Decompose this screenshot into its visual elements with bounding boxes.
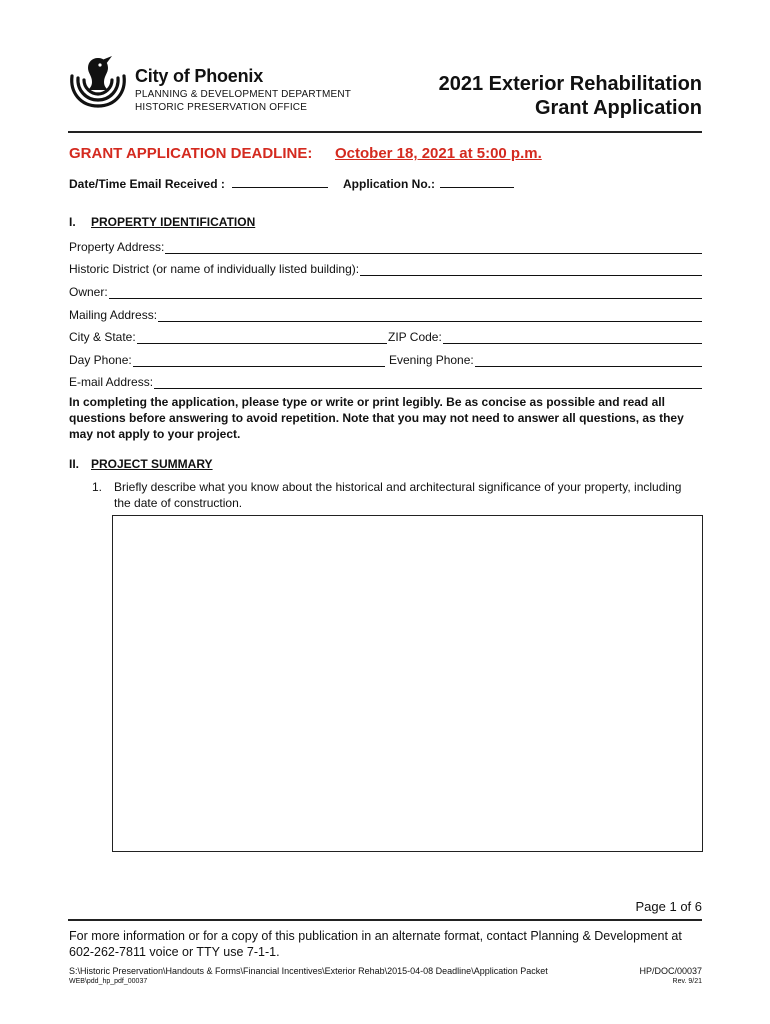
header-divider bbox=[68, 131, 702, 133]
mailing-address-field[interactable] bbox=[69, 306, 702, 322]
footer-doc-id: HP/DOC/00037 bbox=[639, 966, 702, 976]
evening-phone-field[interactable] bbox=[389, 351, 702, 367]
email-address-label: E-mail Address: bbox=[69, 375, 154, 389]
section-1-heading bbox=[69, 215, 255, 229]
email-address-field[interactable] bbox=[69, 373, 702, 389]
email-received-blank[interactable] bbox=[232, 176, 328, 188]
application-no-blank[interactable] bbox=[440, 176, 514, 188]
zip-code-line[interactable] bbox=[443, 332, 702, 344]
evening-phone-label: Evening Phone: bbox=[389, 353, 474, 367]
question-1-number: 1. bbox=[92, 480, 103, 494]
document-title bbox=[439, 72, 702, 120]
footer-divider bbox=[68, 919, 702, 921]
org-name: City of Phoenix bbox=[135, 66, 264, 86]
owner-line[interactable] bbox=[109, 287, 702, 299]
section-2-heading bbox=[69, 457, 213, 471]
deadline-value: October 18, 2021 at 5:00 p.m. bbox=[335, 145, 542, 162]
question-1-text: Briefly describe what you know about the historical and architectural significance of your property, including the date of construction. bbox=[114, 480, 682, 510]
historic-district-field[interactable] bbox=[69, 260, 702, 276]
section-1-number: I. bbox=[69, 215, 76, 229]
property-address-field[interactable] bbox=[69, 238, 702, 254]
footer-revision: Rev. 9/21 bbox=[672, 978, 702, 985]
day-phone-field[interactable] bbox=[69, 351, 385, 367]
section-1-title: PROPERTY IDENTIFICATION bbox=[91, 215, 256, 229]
historic-district-label: Historic District (or name of individually listed building): bbox=[69, 262, 360, 276]
instructions-text: In completing the application, please type or write or print legibly. Be as concise as possible and read all questions before answering to avoid repetition. Note that you may not need to answer all questions, as they may not apply to your project. bbox=[69, 395, 684, 441]
mailing-address-label: Mailing Address: bbox=[69, 308, 158, 322]
email-address-line[interactable] bbox=[154, 377, 702, 389]
evening-phone-line[interactable] bbox=[475, 355, 702, 367]
owner-field[interactable] bbox=[69, 283, 702, 299]
phoenix-logo-icon bbox=[66, 48, 130, 112]
application-no-field[interactable] bbox=[343, 176, 514, 191]
application-no-label: Application No.: bbox=[343, 177, 435, 191]
title-line-2: Grant Application bbox=[534, 97, 702, 119]
section-2-title: PROJECT SUMMARY bbox=[91, 457, 213, 471]
question-1-answer-box[interactable] bbox=[112, 515, 703, 852]
deadline-label: GRANT APPLICATION DEADLINE: bbox=[69, 145, 313, 162]
city-state-field[interactable] bbox=[69, 328, 387, 344]
email-received-label: Date/Time Email Received : bbox=[69, 177, 225, 191]
owner-label: Owner: bbox=[69, 285, 108, 299]
zip-code-label: ZIP Code: bbox=[388, 330, 442, 344]
footer-web-id: WEB\pdd_hp_pdf_00037 bbox=[69, 978, 148, 985]
day-phone-label: Day Phone: bbox=[69, 353, 132, 367]
property-address-line[interactable] bbox=[165, 242, 702, 254]
email-received-field[interactable] bbox=[69, 176, 328, 191]
question-1 bbox=[92, 479, 692, 511]
zip-code-field[interactable] bbox=[388, 328, 702, 344]
city-state-label: City & State: bbox=[69, 330, 136, 344]
footer-file-path: S:\Historic Preservation\Handouts & Forms\Financial Incentives\Exterior Rehab\2015-04-08 Deadline\Application Packet bbox=[69, 966, 548, 976]
page-number: Page 1 of 6 bbox=[635, 899, 702, 914]
footer-contact-info: For more information or for a copy of this publication in an alternate format, contact Planning & Development at 602-262-7811 voice or TTY use 7-1-1. bbox=[69, 929, 682, 959]
title-line-1: 2021 Exterior Rehabilitation bbox=[438, 73, 702, 95]
day-phone-line[interactable] bbox=[133, 355, 385, 367]
property-address-label: Property Address: bbox=[69, 240, 165, 254]
mailing-address-line[interactable] bbox=[158, 310, 702, 322]
org-department: PLANNING & DEVELOPMENT DEPARTMENT bbox=[135, 89, 352, 100]
historic-district-line[interactable] bbox=[360, 264, 702, 276]
org-office: HISTORIC PRESERVATION OFFICE bbox=[135, 102, 308, 113]
city-state-line[interactable] bbox=[137, 332, 387, 344]
section-2-number: II. bbox=[69, 457, 80, 471]
